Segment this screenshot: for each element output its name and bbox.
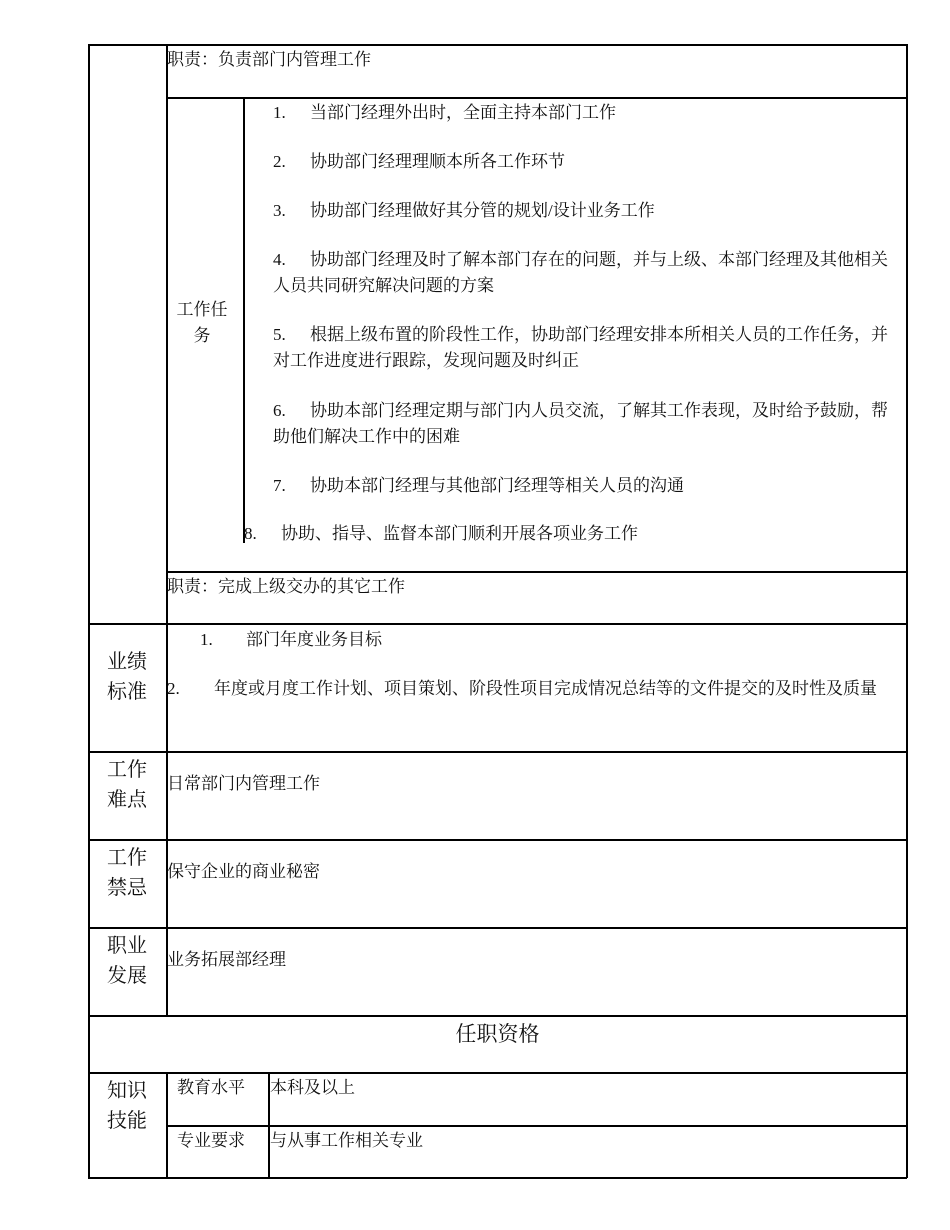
outer-border-top [88,44,907,46]
taboo-value: 保守企业的商业秘密 [167,862,320,881]
education-value: 本科及以上 [270,1078,355,1097]
task-text-8: 协助、指导、监督本部门顺利开展各项业务工作 [281,524,638,543]
task-label-divider [243,97,245,543]
task-item-6 [273,398,888,450]
performance-item-1 [200,627,880,653]
task-num-3: 3. [273,201,286,220]
row-sep-career [88,927,907,929]
task-text-7: 协助本部门经理与其他部门经理等相关人员的沟通 [310,476,684,495]
duty1-bottom [166,97,907,99]
task-item-5 [273,322,888,374]
career-label: 职业发展 [107,935,147,987]
task-item-8 [244,521,884,547]
career-value: 业务拓展部经理 [167,950,286,969]
knowledge-label: 知识技能 [107,1080,147,1132]
performance-text-2: 年度或月度工作计划、项目策划、阶段性项目完成情况总结等的文件提交的及时性及质量 [214,679,877,698]
task-num-5: 5. [273,325,286,344]
task-num-8: 8. [244,524,257,543]
task-item-1 [273,100,888,126]
outer-border-left [88,44,90,1178]
difficulty-label: 工作难点 [107,759,147,811]
performance-num-1: 1. [200,630,213,649]
outer-border-right [906,44,908,1178]
duty2-text: 职责：完成上级交办的其它工作 [167,577,405,596]
task-item-7 [273,473,888,499]
education-label: 教育水平 [177,1078,245,1097]
task-item-4 [273,247,888,299]
duty1-text: 职责：负责部门内管理工作 [167,50,371,69]
performance-text-1: 部门年度业务目标 [246,630,382,649]
taboo-label: 工作禁忌 [107,847,147,899]
major-label: 专业要求 [177,1131,245,1150]
outer-border-bottom [88,1177,907,1179]
task-text-5: 根据上级布置的阶段性工作，协助部门经理安排本所相关人员的工作任务，并对工作进度进行跟踪，发现问题及时纠正 [273,325,888,370]
task-label: 工作任务 [176,300,228,345]
performance-label: 业绩标准 [107,651,147,703]
task-num-2: 2. [273,152,286,171]
performance-num-2: 2. [167,679,180,698]
row-sep-taboo [88,839,907,841]
qualification-title: 任职资格 [455,1022,540,1046]
row-sep-qualification [88,1015,907,1017]
row-sep-performance [88,623,907,625]
task-num-1: 1. [273,103,286,122]
task-text-6: 协助本部门经理定期与部门内人员交流，了解其工作表现，及时给予鼓励，帮助他们解决工作中的困难 [273,401,888,446]
knowledge-row-sep [166,1125,907,1127]
major-value: 与从事工作相关专业 [270,1131,423,1150]
row-sep-difficulty [88,751,907,753]
task-text-3: 协助部门经理做好其分管的规划/设计业务工作 [310,201,655,220]
task-text-2: 协助部门经理理顺本所各工作环节 [310,152,565,171]
task-item-2 [273,149,888,175]
row-sep-knowledge [88,1072,907,1074]
task-text-4: 协助部门经理及时了解本部门存在的问题，并与上级、本部门经理及其他相关人员共同研究解决问题的方案 [273,250,888,295]
task-num-4: 4. [273,250,286,269]
difficulty-value: 日常部门内管理工作 [167,774,320,793]
task-text-1: 当部门经理外出时，全面主持本部门工作 [310,103,616,122]
performance-item-2 [167,676,893,702]
task-item-3 [273,198,888,224]
task-num-6: 6. [273,401,286,420]
tasks-bottom [166,571,907,573]
task-num-7: 7. [273,476,286,495]
